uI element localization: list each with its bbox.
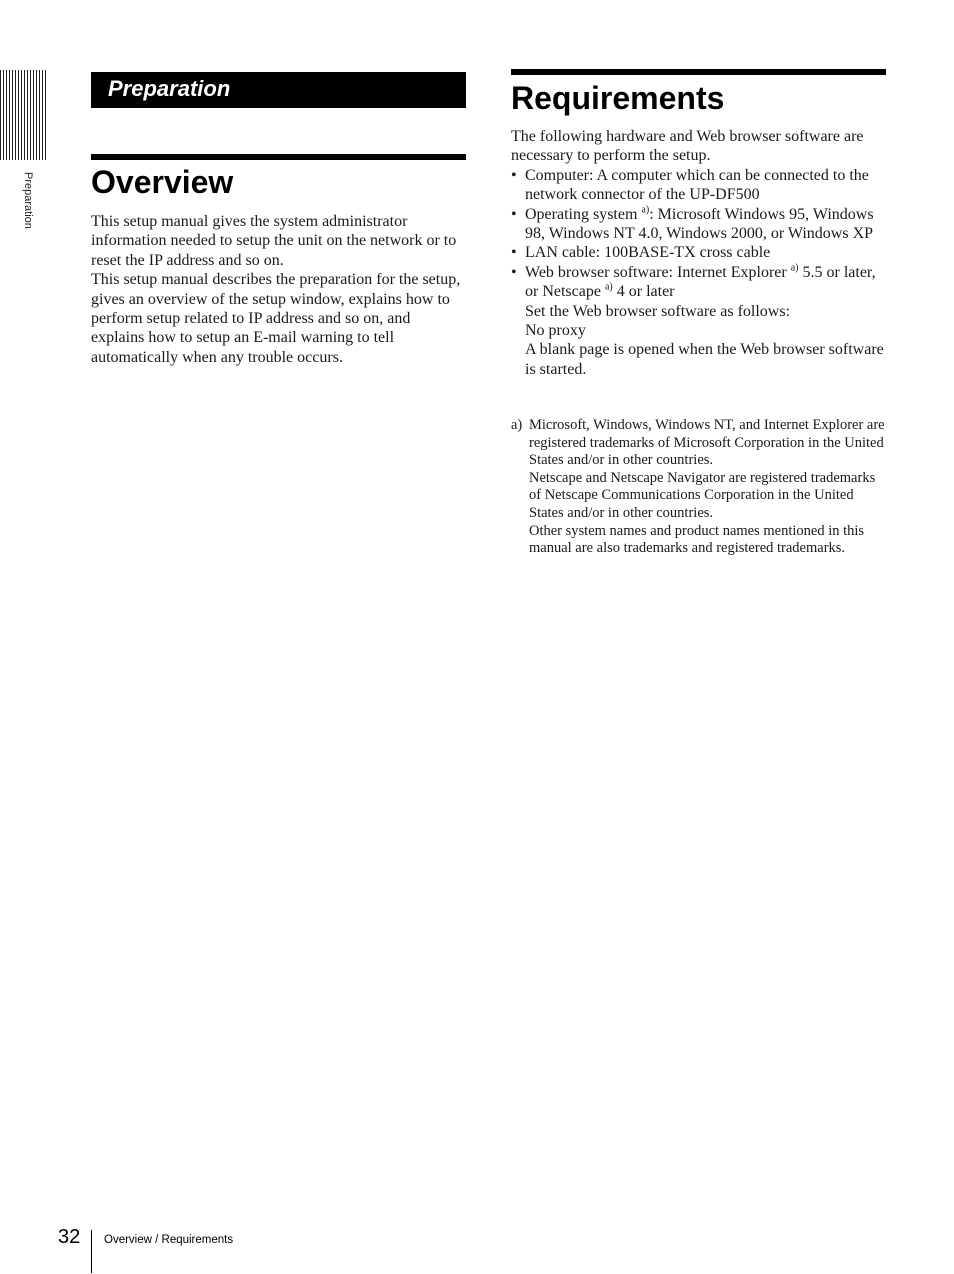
list-item xyxy=(511,243,886,262)
overview-paragraph: This setup manual gives the system administrator information needed to setup the unit on the network or to reset the IP address and so on. xyxy=(91,213,457,269)
list-item xyxy=(511,166,886,205)
settings-line: Set the Web browser software as follows: xyxy=(525,302,791,320)
running-footer: Overview / Requirements xyxy=(104,1234,234,1246)
overview-heading: Overview xyxy=(91,164,234,200)
requirements-list xyxy=(511,166,886,302)
requirements-body xyxy=(511,127,886,379)
trademark-footnote xyxy=(511,417,886,558)
footnote-ref: a) xyxy=(604,281,613,293)
list-item: • Operating system $^{a)}$: Microsoft Windows 95, Windows 98, Windows NT 4.0, Windows 2000, or Windows XP xyxy=(511,205,886,244)
footer-divider xyxy=(91,1230,92,1273)
requirements-intro: The following hardware and Web browser software are necessary to perform the setup. xyxy=(511,128,864,165)
computer-requirement: Computer: A computer which can be connected to the network connector of the UP-DF500 xyxy=(525,166,869,204)
settings-line: A blank page is opened when the Web browser software is started. xyxy=(525,341,884,378)
page-number: 32 xyxy=(58,1226,81,1248)
settings-line: No proxy xyxy=(525,322,586,340)
overview-paragraph: This setup manual describes the preparation for the setup, gives an overview of the setup window, explains how to perform setup related to IP address and so on, and explains how to setup an E-mail warning to tell automatically when any trouble occurs. xyxy=(91,271,461,366)
section-title-bar xyxy=(91,72,466,108)
overview-heading-rule xyxy=(91,154,466,160)
list-item: • Web browser software: Internet Explorer $^{a)}$ 5.5 or later, or Netscape $^{a)}$ 4 or later xyxy=(511,263,886,302)
side-tab-stripes xyxy=(0,70,46,160)
footnote-ref: a) xyxy=(790,262,799,274)
requirements-heading: Requirements xyxy=(511,80,725,116)
section-title: Preparation xyxy=(108,76,231,101)
footnote-mark: a) xyxy=(511,417,523,433)
side-tab-label: Preparation xyxy=(22,172,34,229)
footnote-ref: a) xyxy=(641,204,650,216)
lan-requirement: LAN cable: 100BASE-TX cross cable xyxy=(525,244,771,262)
footnote-paragraph: Other system names and product names mentioned in this manual are also trademarks and registered trademarks. xyxy=(529,522,865,557)
browser-settings xyxy=(511,302,886,380)
overview-body xyxy=(91,212,466,367)
footnote-paragraph: Netscape and Netscape Navigator are registered trademarks of Netscape Communications Corporation in the United States and/or in other countries. xyxy=(529,469,876,521)
footnote-paragraph: Microsoft, Windows, Windows NT, and Internet Explorer are registered trademarks of Microsoft Corporation in the United States and/or in other countries. xyxy=(529,417,885,469)
requirements-heading-rule xyxy=(511,69,886,75)
